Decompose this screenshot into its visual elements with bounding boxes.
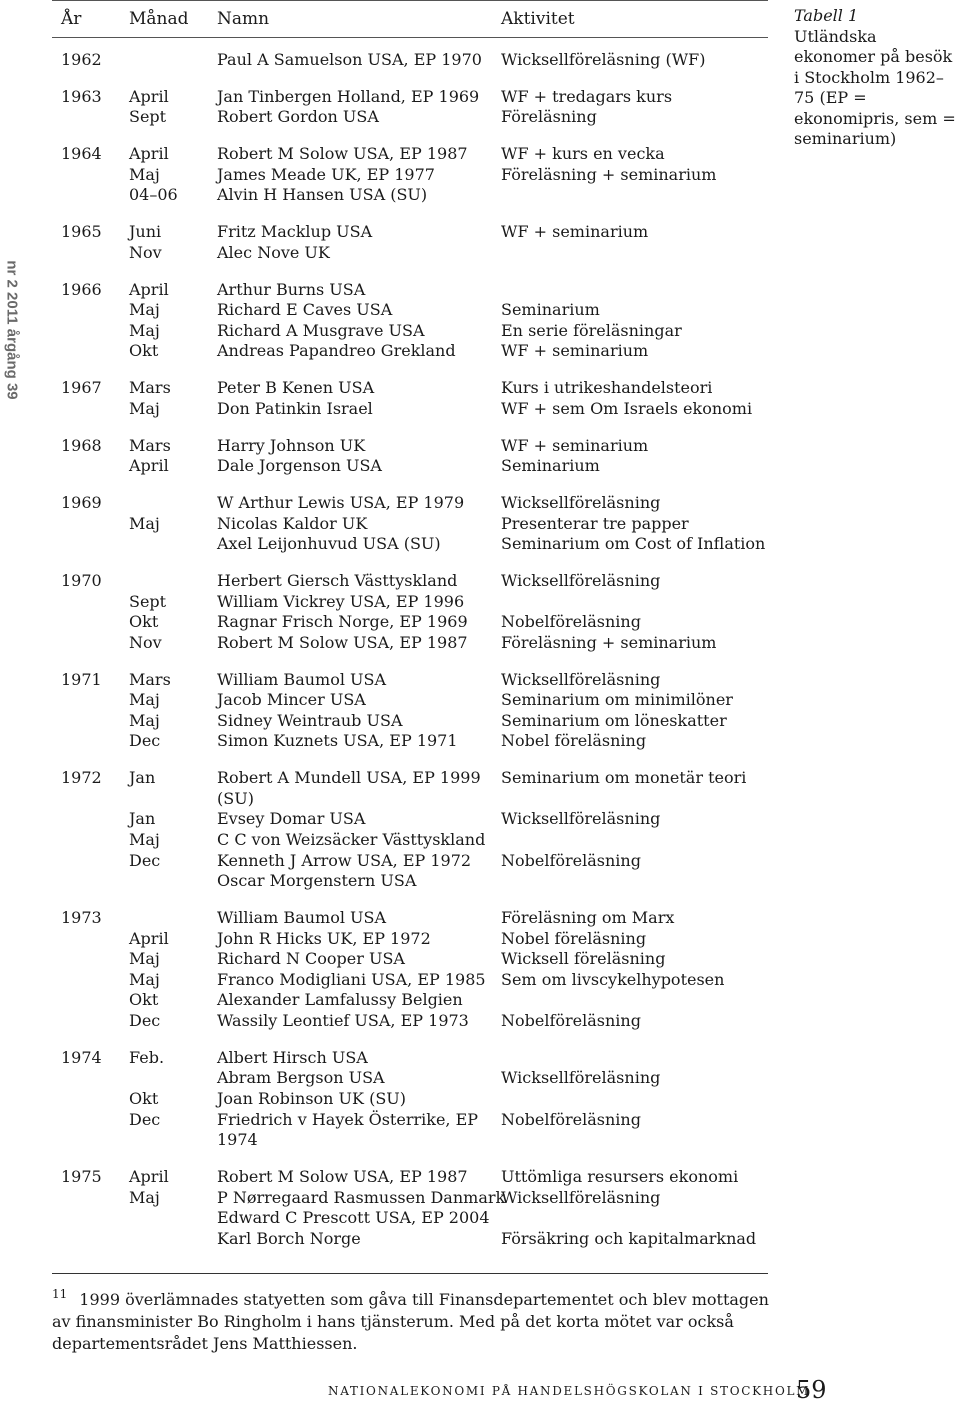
cell-name: Richard A Musgrave USA [217,320,425,340]
cell-year: 1970 [61,571,102,590]
table-row [52,1130,768,1151]
cell-activity: WF + seminarium [501,435,649,455]
cell-month: Maj [129,320,160,340]
cell-activity: Wicksellföreläsning [501,1068,661,1088]
cell-name: Robert A Mundell USA, EP 1999 [217,768,481,788]
table-row [52,633,768,654]
table-row [52,107,768,128]
cell-month: Okt [129,1088,159,1108]
cell-month: Okt [129,612,159,632]
cell-name: Paul A Samuelson USA, EP 1970 [217,50,482,69]
cell-name: Andreas Papandreo Grekland [217,341,456,361]
table-row [52,830,768,851]
year-group [52,144,768,206]
cell-name: 1974 [217,1130,258,1150]
cell-month: Nov [129,632,162,652]
cell-name: Nicolas Kaldor UK [217,513,368,533]
table-row [52,493,768,514]
table-row [52,534,768,555]
cell-year: 1965 [61,222,102,242]
cell-month: April [129,456,169,476]
table-row [52,949,768,970]
table-row [52,789,768,810]
cell-name: William Baumol USA [217,908,387,927]
table-row [52,243,768,264]
table-row [52,1208,768,1229]
table-row [52,1089,768,1110]
table-row [52,50,768,71]
cell-month: Sept [129,591,167,611]
header-month: Månad [129,9,189,29]
year-group [52,87,768,128]
cell-activity: Wicksellföreläsning [501,493,661,512]
cell-name: Peter B Kenen USA [217,378,375,398]
cell-activity: Nobel föreläsning [501,928,647,948]
cell-year: 1971 [61,669,102,689]
table-row [52,300,768,321]
footnote-number: 11 [52,1287,68,1301]
cell-name: Dale Jorgenson USA [217,456,382,476]
cell-month: Maj [129,710,160,730]
cell-name: Edward C Prescott USA, EP 2004 [217,1208,490,1228]
cell-activity: Sem om livscykelhypotesen [501,969,725,989]
cell-name: Abram Bergson USA [217,1068,385,1088]
cell-month: Mars [129,435,171,455]
cell-year: 1966 [61,279,102,299]
table-row [52,144,768,165]
table-row [52,612,768,633]
year-group [52,50,768,71]
year-group [52,1167,768,1249]
table-row [52,670,768,691]
table-row [52,87,768,108]
cell-activity: WF + seminarium [501,222,649,242]
cell-activity: Seminarium [501,300,600,320]
cell-name: Simon Kuznets USA, EP 1971 [217,731,458,751]
cell-activity: Kurs i utrikeshandelsteori [501,378,713,398]
year-group [52,222,768,263]
cell-name: Joan Robinson UK (SU) [217,1088,407,1108]
table-row [52,1229,768,1250]
cell-month: Maj [129,398,160,418]
cell-month: Maj [129,969,160,989]
cell-name: Alvin H Hansen USA (SU) [217,185,428,205]
table-row [52,378,768,399]
cell-month: Mars [129,669,171,689]
cell-activity: Nobelföreläsning [501,1010,641,1030]
cell-activity: Wicksellföreläsning [501,1187,661,1207]
cell-month: Juni [129,222,162,242]
cell-name: William Baumol USA [217,669,387,689]
visitors-table [52,0,768,1248]
cell-name: Alexander Lamfalussy Belgien [217,990,463,1010]
cell-name: Ragnar Frisch Norge, EP 1969 [217,612,468,632]
cell-name: Robert M Solow USA, EP 1987 [217,1167,468,1186]
cell-month: Okt [129,341,159,361]
cell-activity: Wicksellföreläsning [501,571,661,590]
table-row [52,165,768,186]
table-row [52,321,768,342]
cell-name: (SU) [217,788,254,808]
year-group [52,670,768,752]
cell-name: C C von Weizsäcker Västtyskland [217,829,486,849]
cell-year: 1967 [61,378,102,398]
cell-month: Dec [129,1109,161,1129]
year-group [52,378,768,419]
cell-month: Mars [129,378,171,398]
table-row [52,711,768,732]
cell-month: Dec [129,731,161,751]
table-row [52,1068,768,1089]
cell-year: 1973 [61,908,102,927]
table-row [52,436,768,457]
cell-month: Okt [129,990,159,1010]
cell-year: 1974 [61,1047,102,1067]
cell-activity: Seminarium om Cost of Inflation [501,534,766,554]
cell-name: John R Hicks UK, EP 1972 [217,928,431,948]
cell-name: Don Patinkin Israel [217,398,373,418]
cell-name: Wassily Leontief USA, EP 1973 [217,1010,469,1030]
cell-month: Maj [129,1187,160,1207]
table-caption [794,6,960,150]
cell-month: Maj [129,829,160,849]
table-row [52,871,768,892]
cell-name: Richard E Caves USA [217,300,393,320]
cell-name: Oscar Morgenstern USA [217,871,417,891]
table-row [52,222,768,243]
cell-activity: Seminarium om monetär teori [501,768,747,788]
cell-name: Alec Nove UK [217,242,330,262]
cell-name: James Meade UK, EP 1977 [217,164,435,184]
cell-month: Maj [129,949,160,969]
cell-month: Maj [129,690,160,710]
year-group [52,493,768,555]
table-row [52,731,768,752]
cell-month: Jan [129,768,156,788]
cell-activity: Seminarium om minimilöner [501,690,733,710]
cell-name: Arthur Burns USA [217,279,366,299]
cell-name: Fritz Macklup USA [217,222,373,242]
cell-year: 1972 [61,768,102,788]
cell-year: 1963 [61,86,102,106]
cell-name: Robert M Solow USA, EP 1987 [217,144,468,164]
table-row [52,592,768,613]
table-row [52,908,768,929]
cell-month: Dec [129,1010,161,1030]
table-row [52,851,768,872]
table-row [52,1011,768,1032]
cell-name: Axel Leijonhuvud USA (SU) [217,534,441,554]
cell-name: Friedrich v Hayek Österrike, EP [217,1109,479,1129]
year-group [52,571,768,653]
cell-activity: Nobelföreläsning [501,612,641,632]
year-group [52,1048,768,1151]
cell-year: 1962 [61,50,102,69]
page-number: 59 [796,1376,827,1404]
table-row [52,1048,768,1069]
cell-month: Maj [129,300,160,320]
cell-name: Herbert Giersch Västtyskland [217,571,458,590]
cell-name: Evsey Domar USA [217,809,366,829]
cell-activity: Försäkring och kapitalmarknad [501,1228,757,1248]
cell-activity: Seminarium om löneskatter [501,710,727,730]
cell-month: Maj [129,164,160,184]
table-row [52,514,768,535]
cell-activity: WF + kurs en vecka [501,144,665,164]
cell-month: Dec [129,850,161,870]
cell-name: Robert Gordon USA [217,107,379,127]
cell-activity: WF + tredagars kurs [501,86,673,106]
cell-month: Nov [129,242,162,262]
cell-name: Karl Borch Norge [217,1228,361,1248]
journal-issue-label: nr 2 2011 årgång 39 [3,260,21,400]
table-row [52,341,768,362]
cell-activity: Wicksellföreläsning (WF) [501,50,706,69]
cell-name: W Arthur Lewis USA, EP 1979 [217,493,465,512]
cell-month: April [129,279,169,299]
cell-activity: Föreläsning om Marx [501,908,675,927]
cell-year: 1964 [61,144,102,164]
table-row [52,1110,768,1131]
cell-activity: Nobelföreläsning [501,1109,641,1129]
cell-activity: En serie föreläsningar [501,320,682,340]
cell-month: Jan [129,809,156,829]
cell-activity: WF + sem Om Israels ekonomi [501,398,753,418]
cell-month: Sept [129,107,167,127]
table-row [52,929,768,950]
table-row [52,399,768,420]
cell-activity: WF + seminarium [501,341,649,361]
cell-name: Robert M Solow USA, EP 1987 [217,632,468,652]
cell-year: 1968 [61,435,102,455]
table-row [52,809,768,830]
cell-name: P Nørregaard Rasmussen Danmark [217,1187,506,1207]
cell-name: Kenneth J Arrow USA, EP 1972 [217,850,472,870]
cell-activity: Föreläsning + seminarium [501,164,717,184]
table-row [52,456,768,477]
cell-year: 1969 [61,493,102,512]
header-activity: Aktivitet [501,9,575,29]
caption-label: Tabell 1 [794,6,859,25]
cell-name: Harry Johnson UK [217,435,366,455]
header-year: År [61,9,82,29]
cell-activity: Nobelföreläsning [501,850,641,870]
year-group [52,436,768,477]
table-row [52,1167,768,1188]
table-row [52,571,768,592]
table-row [52,768,768,789]
table-row [52,280,768,301]
table-row [52,990,768,1011]
cell-name: Jacob Mincer USA [217,690,366,710]
caption-text: Utländska ekonomer på besök i Stockholm 1962–75 (EP = ekonomipris, sem = seminarium) [794,26,956,148]
cell-activity: Uttömliga resursers ekonomi [501,1167,739,1186]
footnote-text: 1999 överlämnades statyetten som gåva till Finansdepartementet och blev mottagen av finansminister Bo Ringholm i hans tjänsterum. Med på det korta mötet var också departementsrådet Jens Matthiessen. [52,1290,769,1353]
cell-activity: Presenterar tre papper [501,513,689,533]
table-row [52,1188,768,1209]
running-title: NATIONALEKONOMI PÅ HANDELSHÖGSKOLAN I STOCKHOLM [328,1384,811,1398]
cell-activity: Seminarium [501,456,600,476]
cell-month: April [129,86,169,106]
cell-name: Sidney Weintraub USA [217,710,403,730]
table-row [52,690,768,711]
cell-name: Albert Hirsch USA [217,1047,368,1067]
cell-month: April [129,1167,169,1186]
cell-year: 1975 [61,1167,102,1186]
table-row [52,185,768,206]
cell-activity: Wicksellföreläsning [501,669,661,689]
year-group [52,280,768,362]
cell-month: Feb. [129,1047,165,1067]
header-name: Namn [217,9,270,29]
footnote-divider [52,1273,768,1274]
cell-month: Maj [129,513,160,533]
cell-name: Richard N Cooper USA [217,949,405,969]
cell-activity: Föreläsning [501,107,597,127]
year-group [52,768,768,892]
footnote [52,1283,772,1355]
table-row [52,970,768,991]
cell-month: 04–06 [129,185,178,205]
cell-month: April [129,144,169,164]
cell-activity: Wicksell föreläsning [501,949,666,969]
cell-name: Jan Tinbergen Holland, EP 1969 [217,86,480,106]
cell-name: William Vickrey USA, EP 1996 [217,591,465,611]
cell-name: Franco Modigliani USA, EP 1985 [217,969,486,989]
year-group [52,908,768,1032]
table-header [52,0,768,38]
cell-activity: Wicksellföreläsning [501,809,661,829]
cell-activity: Föreläsning + seminarium [501,632,717,652]
cell-activity: Nobel föreläsning [501,731,647,751]
cell-month: April [129,928,169,948]
